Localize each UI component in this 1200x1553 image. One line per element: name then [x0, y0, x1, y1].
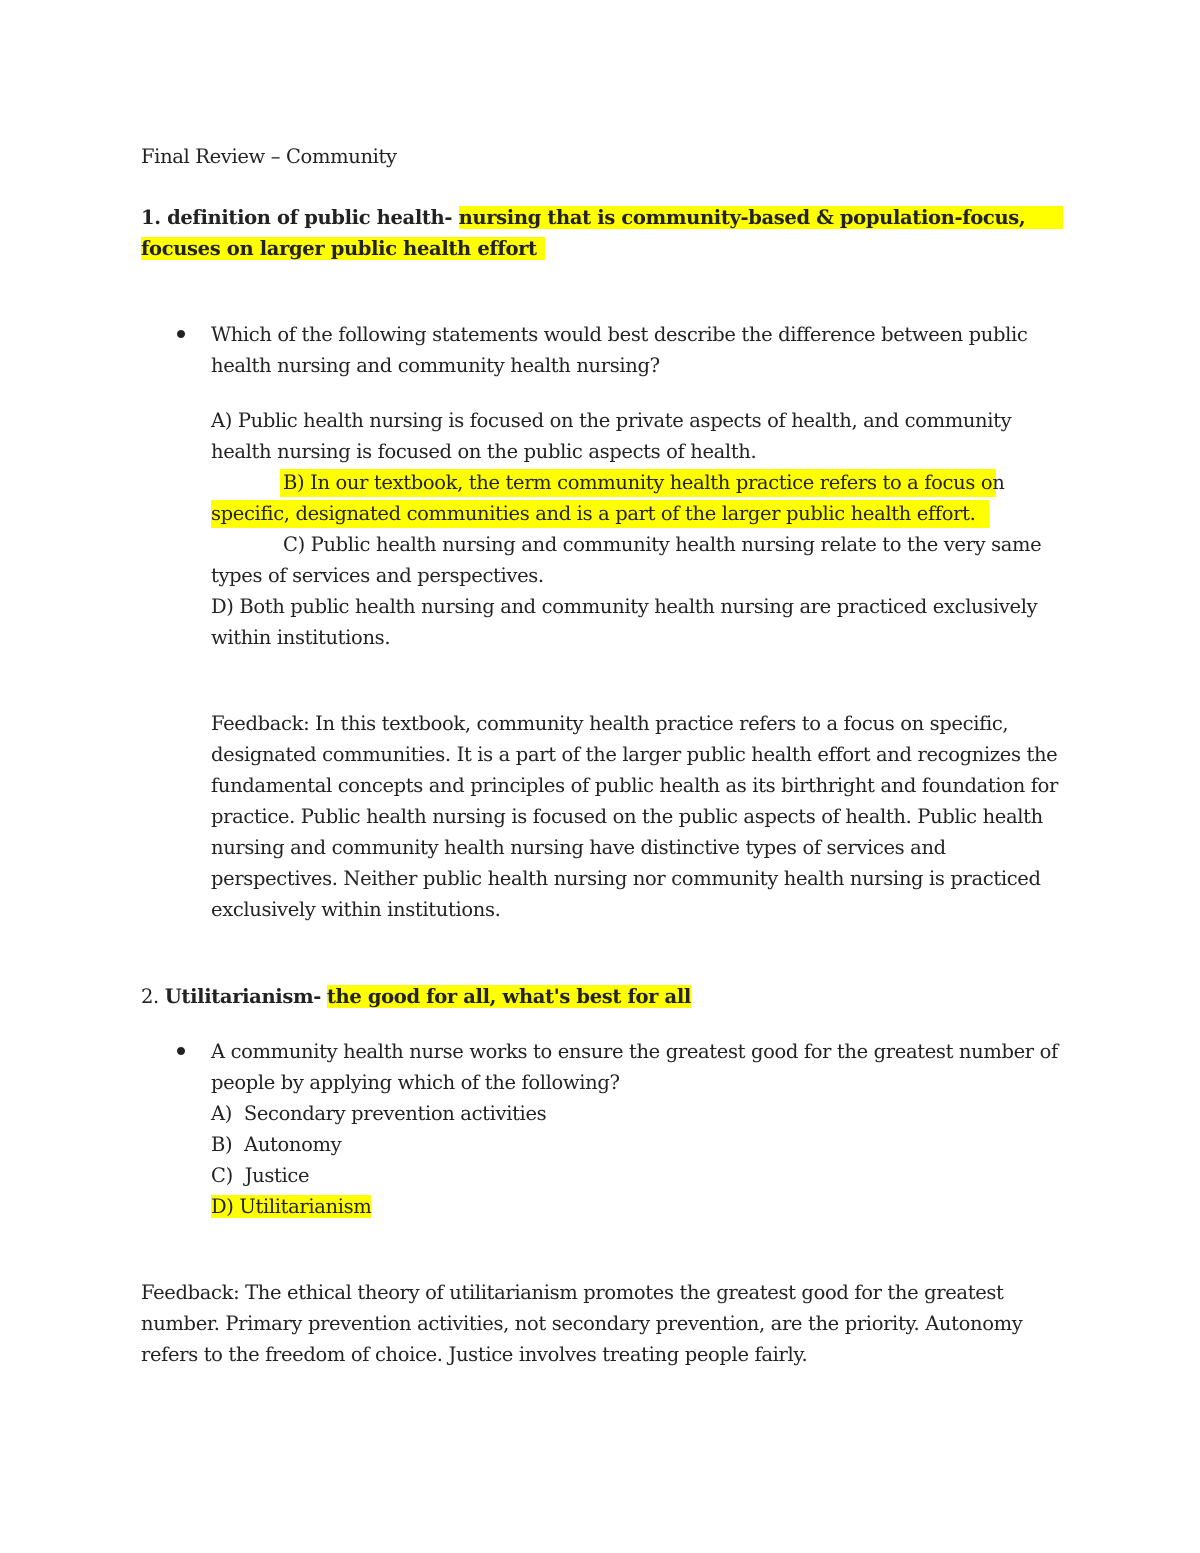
- q2-feedback-line: Feedback: The ethical theory of utilitarianism promotes the greatest good for the greatest: [141, 1281, 1004, 1304]
- q1-option-c-line1: C) Public health nursing and community health nursing relate to the very same: [283, 533, 1042, 556]
- q2-feedback-line: refers to the freedom of choice. Justice involves treating people fairly.: [141, 1343, 808, 1366]
- section2-definition: the good for all, what's best for all: [326, 985, 691, 1008]
- bullet-icon: [177, 1047, 185, 1055]
- section1-heading-line2: [141, 233, 545, 264]
- q1-feedback-line: exclusively within institutions.: [211, 898, 501, 921]
- q1-option-a-line2: health nursing is focused on the public aspects of health.: [211, 440, 757, 463]
- option-text: Justice: [244, 1164, 310, 1187]
- question2-line1: A community health nurse works to ensure the greatest good for the greatest number of: [211, 1040, 1058, 1063]
- option-text: Autonomy: [244, 1133, 342, 1156]
- q1-option-d-line1: D) Both public health nursing and community health nursing are practiced exclusively: [211, 595, 1038, 618]
- question2-line2: people by applying which of the following?: [211, 1071, 620, 1094]
- question1-line2: health nursing and community health nursing?: [211, 354, 660, 377]
- option-text: Secondary prevention activities: [243, 1102, 547, 1125]
- q2-option-a: [211, 1098, 546, 1129]
- option-text: Utilitarianism: [239, 1195, 372, 1218]
- option-letter: B): [211, 1133, 233, 1156]
- q2-option-b: [211, 1129, 341, 1160]
- q1-option-b-line2: specific, designated communities and is a part of the larger public health effort.: [211, 502, 976, 525]
- document-title: Final Review – Community: [141, 145, 397, 168]
- q1-feedback-line: fundamental concepts and principles of public health as its birthright and foundation for: [211, 774, 1058, 797]
- q1-option-a-line1: A) Public health nursing is focused on the private aspects of health, and community: [211, 409, 1012, 432]
- q1-option-c-line2: types of services and perspectives.: [211, 564, 544, 587]
- q1-option-d-line2: within institutions.: [211, 626, 391, 649]
- section2-heading: Utilitarianism-: [164, 985, 322, 1008]
- option-letter: C): [211, 1164, 233, 1187]
- section1-heading: 1. definition of public health-: [141, 206, 453, 229]
- option-letter: D): [211, 1195, 234, 1218]
- section2-heading-line: [141, 981, 691, 1012]
- q1-feedback-line: Feedback: In this textbook, community health practice refers to a focus on specific,: [211, 712, 1009, 735]
- section1-definition-line1: nursing that is community-based & population-focus,: [459, 206, 1064, 229]
- question1-line1: Which of the following statements would best describe the difference between public: [211, 323, 1028, 346]
- section1-heading-line1: [141, 202, 1063, 233]
- q1-feedback-line: practice. Public health nursing is focused on the public aspects of health. Public health: [211, 805, 1043, 828]
- q1-feedback-line: nursing and community health nursing have distinctive types of services and: [211, 836, 946, 859]
- section2-number: 2.: [141, 985, 159, 1008]
- section1-definition-line2: focuses on larger public health effort: [141, 237, 545, 260]
- option-letter: A): [211, 1102, 232, 1125]
- q2-option-d: [211, 1191, 371, 1222]
- bullet-icon: [177, 330, 185, 338]
- q1-option-b-line1: B) In our textbook, the term community health practice refers to a focus on: [283, 471, 1005, 494]
- q2-option-c: [211, 1160, 309, 1191]
- q2-feedback-line: number. Primary prevention activities, not secondary prevention, are the priority. Autonomy: [141, 1312, 1023, 1335]
- q1-feedback-line: perspectives. Neither public health nursing nor community health nursing is practiced: [211, 867, 1041, 890]
- q1-feedback-line: designated communities. It is a part of the larger public health effort and recognizes the: [211, 743, 1058, 766]
